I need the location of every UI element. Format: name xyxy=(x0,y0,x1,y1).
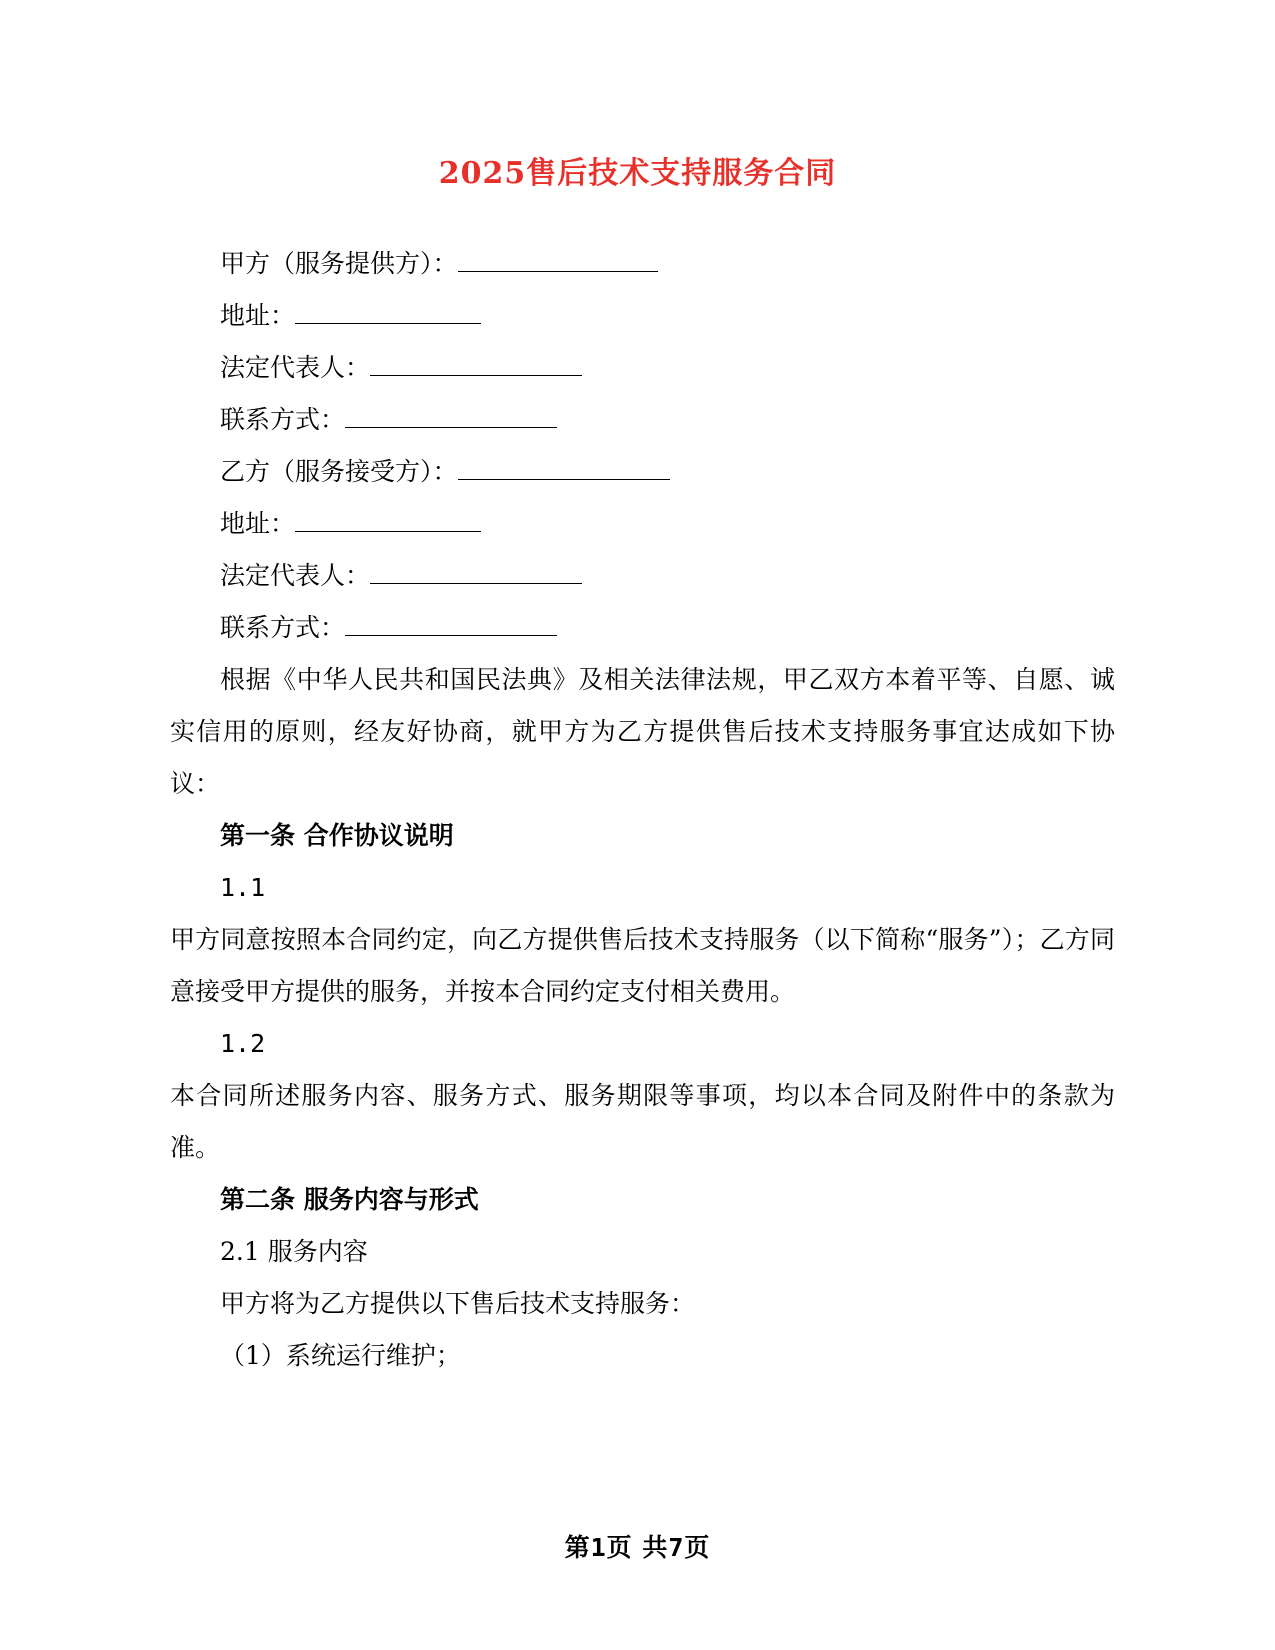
field-label: 地址： xyxy=(220,509,296,538)
field-label: 法定代表人： xyxy=(220,353,371,382)
footer-prefix: 第 xyxy=(564,1533,591,1562)
footer-suffix: 页 xyxy=(684,1533,711,1562)
field-row-address-a xyxy=(170,290,1115,342)
field-blank[interactable] xyxy=(295,531,481,532)
page-footer xyxy=(0,1528,1275,1564)
subsection-heading-2-1: 2.1 服务内容 xyxy=(220,1237,368,1266)
footer-total-pages: 7 xyxy=(668,1533,685,1562)
document-body xyxy=(0,238,1275,1382)
field-blank[interactable] xyxy=(295,323,481,324)
clause-text-1-1: 甲方同意按照本合同约定，向乙方提供售后技术支持服务（以下简称“服务”）；乙方同意接受甲方提供的服务，并按本合同约定支付相关费用。 xyxy=(170,925,1115,1006)
field-row-contact-a xyxy=(170,394,1115,446)
field-label: 联系方式： xyxy=(220,405,346,434)
field-row-legal-rep-b xyxy=(170,550,1115,602)
section-2-item-1: （1）系统运行维护； xyxy=(220,1341,461,1370)
field-row-party-b xyxy=(170,446,1115,498)
field-blank[interactable] xyxy=(370,583,582,584)
section-heading-2: 第二条 服务内容与形式 xyxy=(220,1185,479,1214)
preamble-paragraph: 根据《中华人民共和国民法典》及相关法律法规，甲乙双方本着平等、自愿、诚实信用的原则，经友好协商，就甲方为乙方提供售后技术支持服务事宜达成如下协议： xyxy=(170,665,1115,798)
field-blank[interactable] xyxy=(458,271,658,272)
field-blank[interactable] xyxy=(345,635,557,636)
field-label: 联系方式： xyxy=(220,613,346,642)
field-blank[interactable] xyxy=(458,479,670,480)
field-label: 甲方（服务提供方）： xyxy=(220,249,458,278)
field-blank[interactable] xyxy=(370,375,582,376)
clause-text-1-2: 本合同所述服务内容、服务方式、服务期限等事项，均以本合同及附件中的条款为准。 xyxy=(170,1081,1115,1162)
field-row-party-a xyxy=(170,238,1115,290)
clause-number-1-1: 1.1 xyxy=(220,873,266,902)
field-label: 地址： xyxy=(220,301,296,330)
page-title: 2025售后技术支持服务合同 xyxy=(438,156,837,191)
field-label: 乙方（服务接受方）： xyxy=(220,457,458,486)
field-label: 法定代表人： xyxy=(220,561,371,590)
field-row-address-b xyxy=(170,498,1115,550)
footer-current-page: 1 xyxy=(590,1533,607,1562)
clause-number-1-2: 1.2 xyxy=(220,1029,266,1058)
field-row-contact-b xyxy=(170,602,1115,654)
field-row-legal-rep-a xyxy=(170,342,1115,394)
section-2-lead-text: 甲方将为乙方提供以下售后技术支持服务： xyxy=(220,1289,696,1318)
section-heading-1: 第一条 合作协议说明 xyxy=(220,821,454,850)
footer-middle: 页 共 xyxy=(606,1533,669,1562)
field-blank[interactable] xyxy=(345,427,557,428)
